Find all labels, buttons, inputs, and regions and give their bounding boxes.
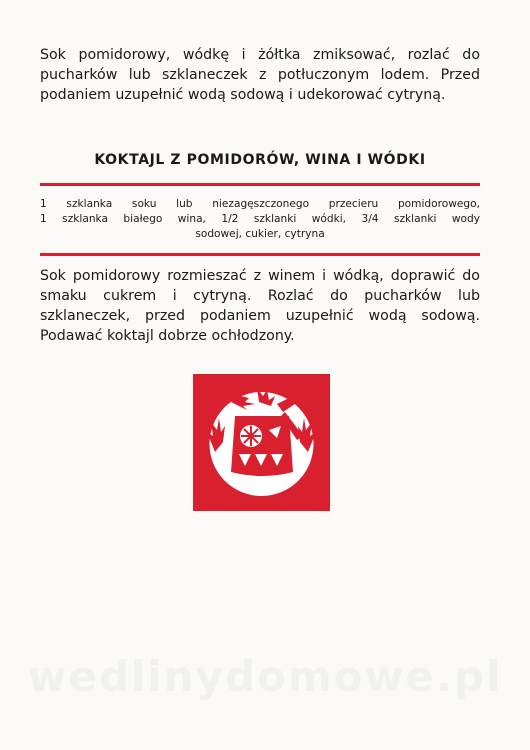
intro-paragraph: Sok pomidorowy, wódkę i żółtka zmiksować, rozlać do pucharków lub szklaneczek z potłuczonym lodem. Przed podaniem uzupełnić wodą sodową i udekorować cytryną. <box>40 47 480 103</box>
folk-barrel-emblem-icon <box>193 374 330 511</box>
method-paragraph: Sok pomidorowy rozmieszać z winem i wódką, doprawić do smaku cukrem i cytryną. Rozlać do pucharków lub szklaneczek, przed podaniem uzupełnić wodą sodową. Podawać koktajl dobrze ochłodzony. <box>40 268 480 344</box>
watermark-text: wedlinydomowe.pl <box>27 652 503 701</box>
ingredient-line: sodowej, cukier, cytryna <box>195 228 325 240</box>
ingredient-line: 1 szklanka białego wina, 1/2 szklanki wódki, 3/4 szklanki wody <box>40 213 480 225</box>
recipe-title: KOKTAJL Z POMIDORÓW, WINA I WÓDKI <box>94 152 426 168</box>
ingredients-list <box>40 197 480 242</box>
divider-top <box>40 183 480 186</box>
ingredient-line: 1 szklanka soku lub niezagęszczonego przecieru pomidorowego, <box>40 198 480 210</box>
divider-bottom <box>40 253 480 256</box>
